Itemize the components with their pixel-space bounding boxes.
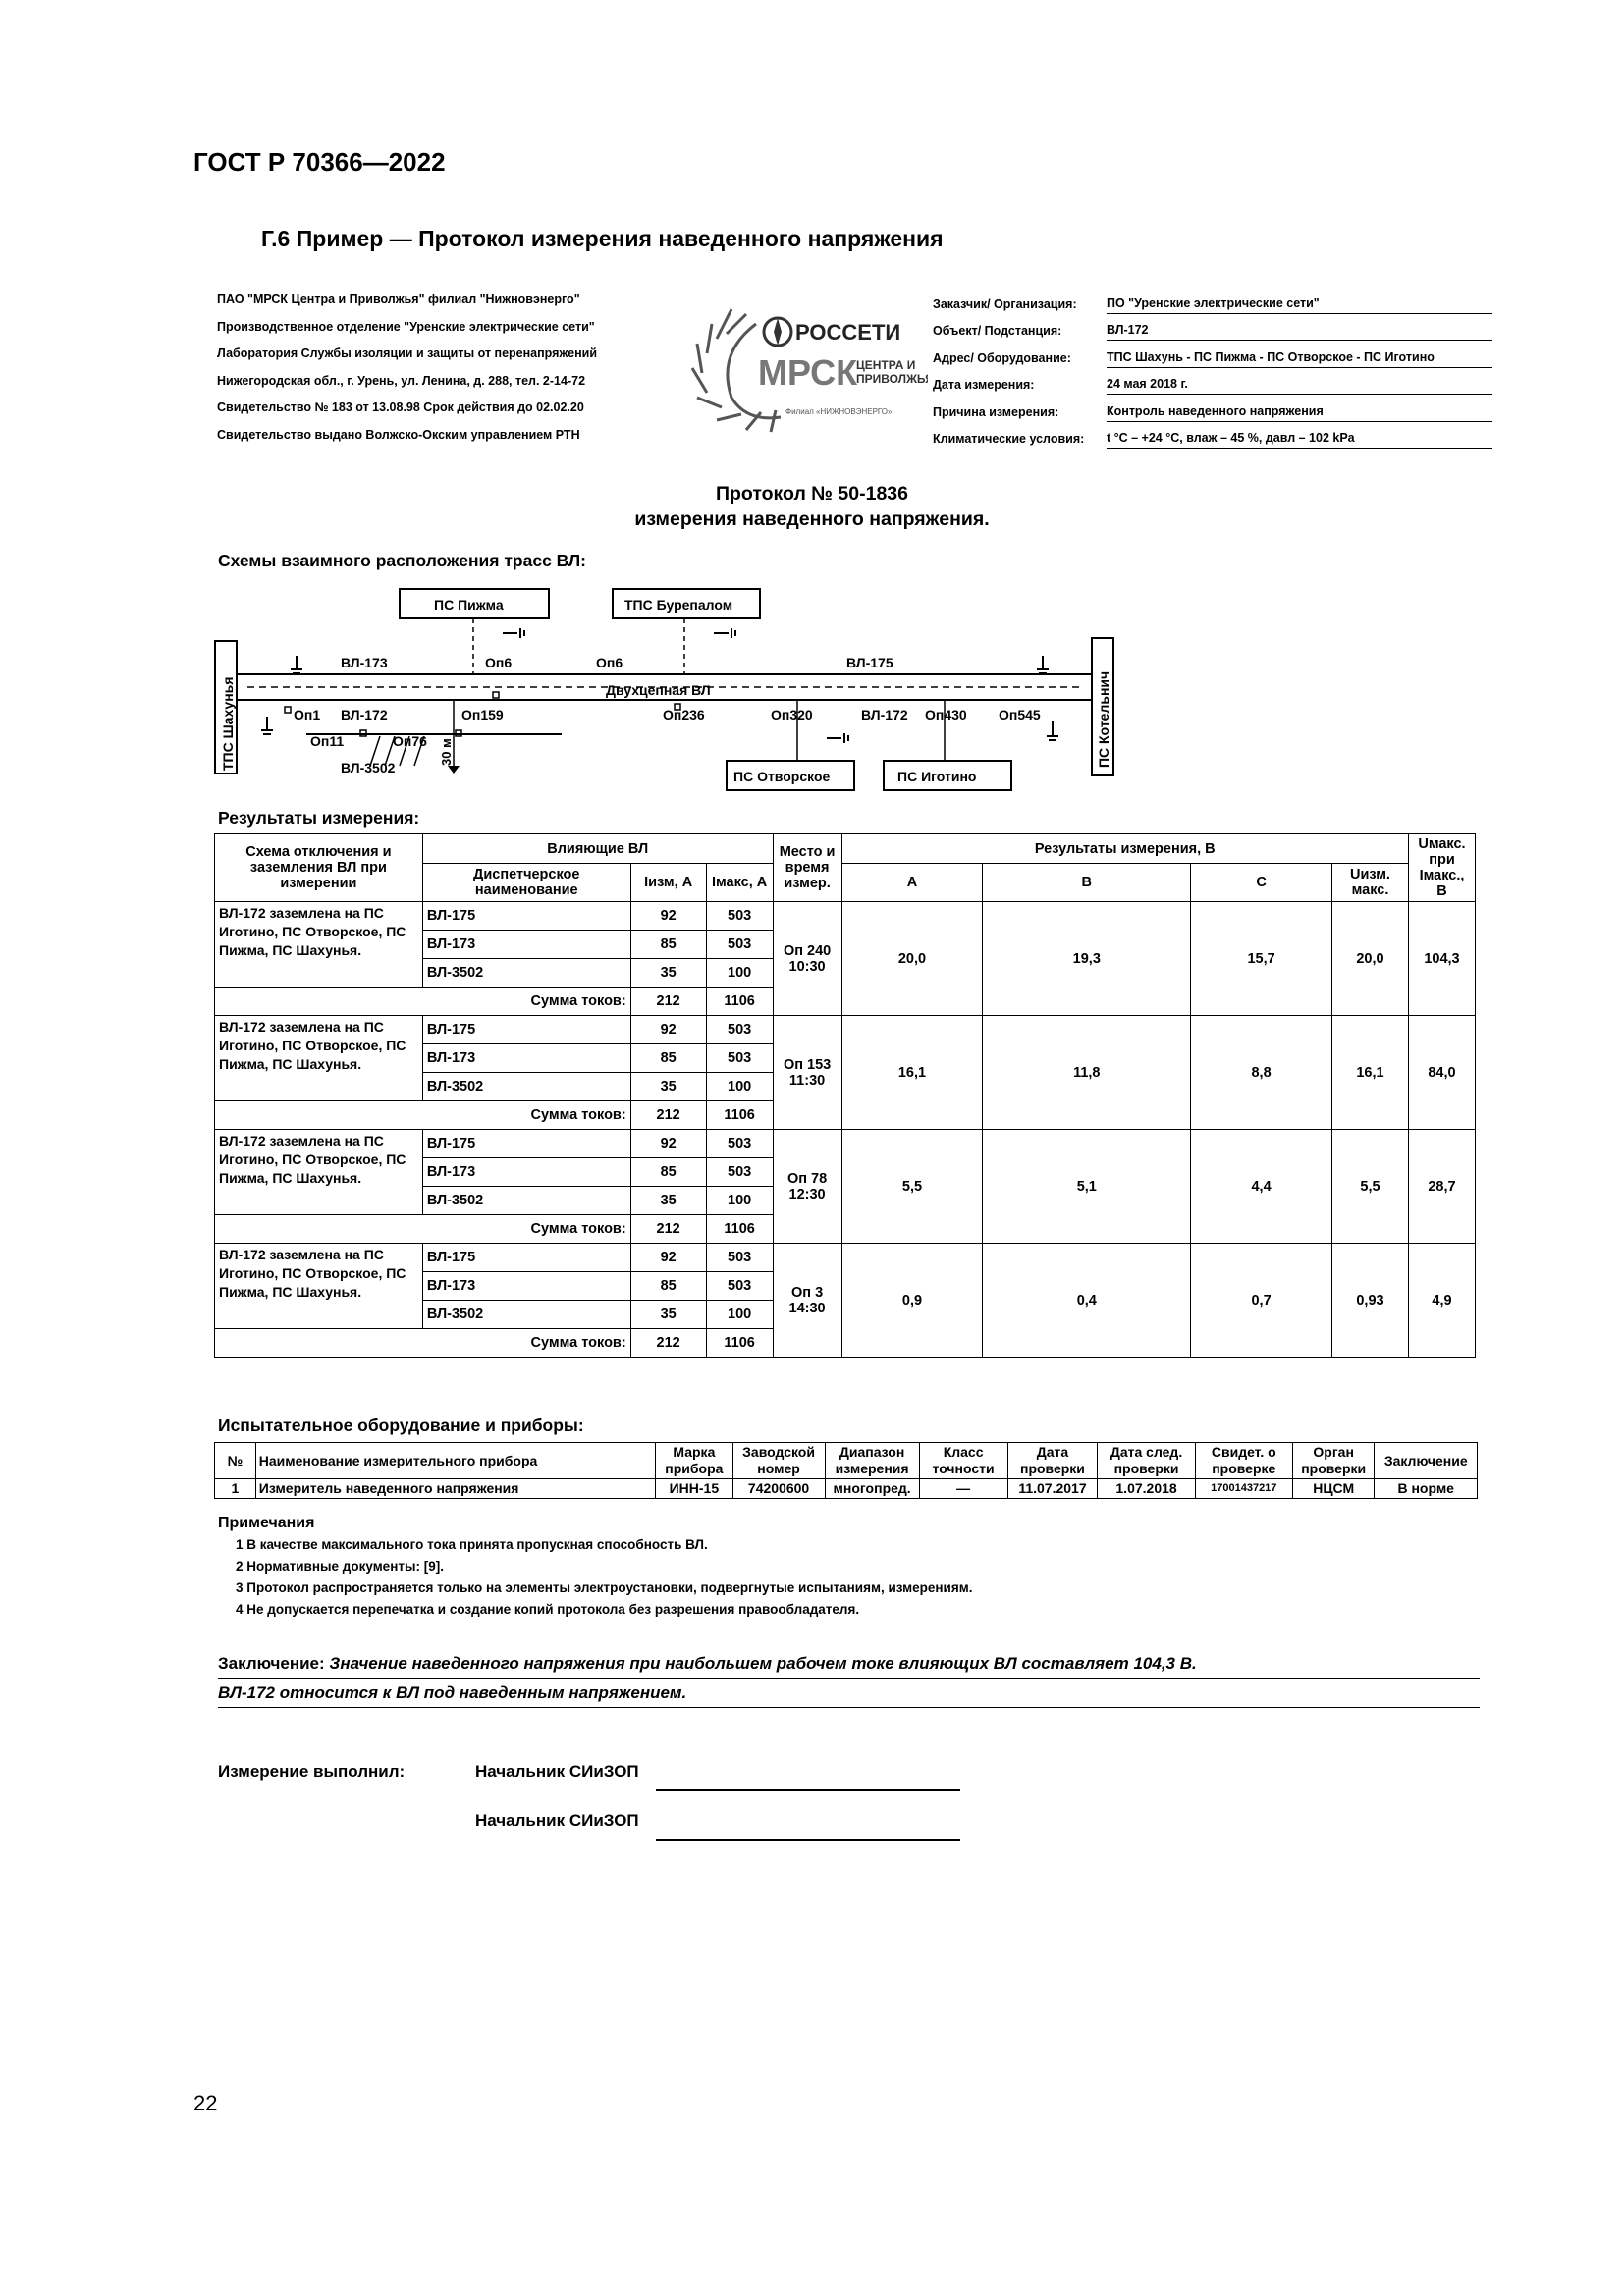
line-scheme-diagram xyxy=(208,579,1141,810)
phase-c-value: 0,7 xyxy=(1191,1244,1332,1358)
sum-imax: 1106 xyxy=(706,1101,773,1130)
header-influence: Влияющие ВЛ xyxy=(422,834,773,864)
i-max: 100 xyxy=(706,1187,773,1215)
sum-label: Сумма токов: xyxy=(215,1215,631,1244)
note-item: 1 В качестве максимального тока принята пропускная способность ВЛ. xyxy=(236,1537,708,1552)
signature-line xyxy=(656,1819,960,1841)
results-heading: Результаты измерения: xyxy=(218,808,420,828)
line-name: ВЛ-173 xyxy=(422,1272,630,1301)
umax-value: 84,0 xyxy=(1408,1016,1475,1130)
sum-label: Сумма токов: xyxy=(215,1101,631,1130)
notes xyxy=(218,1513,972,1621)
support-label: Оп6 xyxy=(596,655,623,670)
phase-b-value: 19,3 xyxy=(983,902,1191,1016)
protocol-title xyxy=(0,481,1624,532)
header-umeas: Uизм. макс. xyxy=(1332,864,1409,902)
header-dispatch: Диспетчерское наименование xyxy=(422,864,630,902)
eq-header: Орган проверки xyxy=(1292,1443,1375,1479)
sum-imax: 1106 xyxy=(706,1329,773,1358)
line-name: ВЛ-173 xyxy=(422,1044,630,1073)
phase-c-value: 8,8 xyxy=(1191,1016,1332,1130)
sum-imeas: 212 xyxy=(630,1101,706,1130)
i-max: 503 xyxy=(706,1244,773,1272)
eq-cell: Измеритель наведенного напряжения xyxy=(255,1479,655,1499)
vl172-label-left: ВЛ-172 xyxy=(341,707,388,722)
table-row xyxy=(215,1130,1476,1158)
umeas-value: 20,0 xyxy=(1332,902,1409,1016)
eq-header: Заключение xyxy=(1375,1443,1478,1479)
info-value: 24 мая 2018 г. xyxy=(1107,377,1492,395)
note-item: 4 Не допускается перепечатка и создание копий протокола без разрешения правообладателя. xyxy=(236,1602,860,1617)
eq-cell: 74200600 xyxy=(732,1479,825,1499)
table-row xyxy=(215,1016,1476,1044)
header-scheme: Схема отключения и заземления ВЛ при измерении xyxy=(215,834,423,902)
sum-imeas: 212 xyxy=(630,988,706,1016)
sum-imeas: 212 xyxy=(630,1215,706,1244)
i-meas: 85 xyxy=(630,931,706,959)
i-max: 503 xyxy=(706,1130,773,1158)
distance-label: 30 м xyxy=(439,738,454,766)
info-label: Адрес/ Оборудование: xyxy=(933,350,1071,365)
support-label: Оп159 xyxy=(461,707,504,722)
place-cell: Оп 3 14:30 xyxy=(773,1244,841,1358)
equipment-header-row xyxy=(215,1443,1478,1479)
eq-header: Класс точности xyxy=(919,1443,1007,1479)
eq-header: Марка прибора xyxy=(656,1443,732,1479)
phase-c-value: 4,4 xyxy=(1191,1130,1332,1244)
info-value: t °С – +24 °С, влаж – 45 %, давл – 102 kPa xyxy=(1107,431,1492,449)
i-meas: 92 xyxy=(630,1016,706,1044)
i-max: 100 xyxy=(706,959,773,988)
line-name: ВЛ-175 xyxy=(422,1016,630,1044)
performed-by-label: Измерение выполнил: xyxy=(218,1762,406,1781)
eq-cell: 17001437217 xyxy=(1195,1479,1292,1499)
eq-cell: НЦСМ xyxy=(1292,1479,1375,1499)
info-value: ПО "Уренские электрические сети" xyxy=(1107,296,1492,314)
measurement-info xyxy=(933,287,1492,449)
page-number: 22 xyxy=(193,2091,218,2115)
eq-cell: В норме xyxy=(1375,1479,1478,1499)
info-row xyxy=(933,395,1492,422)
standard-id: ГОСТ Р 70366—2022 xyxy=(193,147,446,177)
note-item: 3 Протокол распространяется только на элементы электроустановки, подвергнутые испытаниям, измерениям. xyxy=(236,1580,973,1595)
phase-c-value: 15,7 xyxy=(1191,902,1332,1016)
i-max: 503 xyxy=(706,1158,773,1187)
sum-imeas: 212 xyxy=(630,1329,706,1358)
header-imax: Iмакс, А xyxy=(706,864,773,902)
org-line: Лаборатория Службы изоляции и защиты от перенапряжений xyxy=(217,347,598,360)
info-label: Климатические условия: xyxy=(933,432,1085,446)
ps-kotelnich-label: ПС Котельнич xyxy=(1096,670,1111,768)
header-imeas: Iизм, А xyxy=(630,864,706,902)
rosseti-mrsk-logo xyxy=(687,304,928,437)
protocol-number: Протокол № 50-1836 xyxy=(715,483,908,505)
i-meas: 35 xyxy=(630,1301,706,1329)
i-meas: 92 xyxy=(630,902,706,931)
org-line: Производственное отделение "Уренские электрические сети" xyxy=(217,319,595,334)
eq-cell: 1 xyxy=(215,1479,256,1499)
org-line: Свидетельство выдано Волжско-Окским управлением РТН xyxy=(217,427,580,442)
dual-line-label: Двухцепная ВЛ xyxy=(606,682,711,698)
info-label: Причина измерения: xyxy=(933,404,1059,419)
ps-pizhma-label: ПС Пижма xyxy=(434,597,504,613)
info-label: Дата измерения: xyxy=(933,378,1035,392)
ps-igotino-label: ПС Иготино xyxy=(897,769,977,784)
scheme-cell: ВЛ-172 заземлена на ПС Иготино, ПС Отворское, ПС Пижма, ПС Шахунья. xyxy=(215,1130,423,1215)
info-row xyxy=(933,368,1492,396)
ps-otvorskoe-label: ПС Отворское xyxy=(733,769,831,784)
i-meas: 85 xyxy=(630,1272,706,1301)
table-row xyxy=(215,1244,1476,1272)
eq-header: № xyxy=(215,1443,256,1479)
i-max: 503 xyxy=(706,902,773,931)
support-label: Оп236 xyxy=(663,707,705,722)
vl175-label: ВЛ-175 xyxy=(846,655,893,670)
sum-imax: 1106 xyxy=(706,988,773,1016)
scheme-cell: ВЛ-172 заземлена на ПС Иготино, ПС Отворское, ПС Пижма, ПС Шахунья. xyxy=(215,1244,423,1329)
phase-a-value: 0,9 xyxy=(841,1244,983,1358)
org-line: ПАО "МРСК Центра и Приволжья" филиал "Нижновэнерго" xyxy=(217,293,580,306)
eq-header: Наименование измерительного прибора xyxy=(255,1443,655,1479)
support-label: Оп6 xyxy=(485,655,513,670)
signature-role: Начальник СИиЗОП xyxy=(475,1762,639,1781)
logo-centra: ЦЕНТРА И xyxy=(856,358,916,372)
header-umax: Uмакс. при Iмакс., В xyxy=(1408,834,1475,902)
umax-value: 4,9 xyxy=(1408,1244,1475,1358)
logo-privolzhya: ПРИВОЛЖЬЯ xyxy=(856,372,928,386)
info-row xyxy=(933,287,1492,314)
i-meas: 35 xyxy=(630,1187,706,1215)
sum-imax: 1106 xyxy=(706,1215,773,1244)
i-meas: 85 xyxy=(630,1158,706,1187)
support-label: Оп76 xyxy=(393,733,427,749)
info-value: ВЛ-172 xyxy=(1107,323,1492,341)
info-label: Объект/ Подстанция: xyxy=(933,324,1062,338)
i-meas: 35 xyxy=(630,1073,706,1101)
line-name: ВЛ-173 xyxy=(422,931,630,959)
notes-title: Примечания xyxy=(218,1515,315,1531)
logo-rosseti: РОССЕТИ xyxy=(795,320,901,345)
line-name: ВЛ-3502 xyxy=(422,1187,630,1215)
protocol-subtitle: измерения наведенного напряжения. xyxy=(634,508,990,530)
i-max: 100 xyxy=(706,1301,773,1329)
sum-label: Сумма токов: xyxy=(215,988,631,1016)
place-cell: Оп 153 11:30 xyxy=(773,1016,841,1130)
results-table xyxy=(214,833,1476,1358)
header-place: Место и время измер. xyxy=(773,834,841,902)
umax-value: 28,7 xyxy=(1408,1130,1475,1244)
eq-cell: 11.07.2017 xyxy=(1007,1479,1098,1499)
line-name: ВЛ-3502 xyxy=(422,959,630,988)
i-max: 100 xyxy=(706,1073,773,1101)
vl173-label: ВЛ-173 xyxy=(341,655,388,670)
section-title: Г.6 Пример — Протокол измерения наведенного напряжения xyxy=(261,226,944,251)
support-label: Оп11 xyxy=(310,733,345,749)
conclusion-text: ВЛ-172 относится к ВЛ под наведенным напряжением. xyxy=(218,1683,687,1702)
i-max: 503 xyxy=(706,1272,773,1301)
logo-mrsk: МРСК xyxy=(758,352,858,393)
scheme-cell: ВЛ-172 заземлена на ПС Иготино, ПС Отворское, ПС Пижма, ПС Шахунья. xyxy=(215,902,423,988)
conclusion-text: Значение наведенного напряжения при наибольшем рабочем токе влияющих ВЛ составляет 104,3 В. xyxy=(329,1654,1197,1673)
support-label: Оп1 xyxy=(294,707,321,722)
signature-role: Начальник СИиЗОП xyxy=(475,1811,639,1830)
equipment-table xyxy=(214,1442,1478,1499)
header-phase-c: C xyxy=(1191,864,1332,902)
phase-b-value: 11,8 xyxy=(983,1016,1191,1130)
i-meas: 35 xyxy=(630,959,706,988)
line-name: ВЛ-173 xyxy=(422,1158,630,1187)
info-row xyxy=(933,422,1492,450)
phase-a-value: 20,0 xyxy=(841,902,983,1016)
phase-a-value: 5,5 xyxy=(841,1130,983,1244)
conclusion-label: Заключение: xyxy=(218,1654,325,1673)
info-value: Контроль наведенного напряжения xyxy=(1107,404,1492,422)
umeas-value: 16,1 xyxy=(1332,1016,1409,1130)
org-line: Нижегородская обл., г. Урень, ул. Ленина, д. 288, тел. 2-14-72 xyxy=(217,373,586,388)
phase-a-value: 16,1 xyxy=(841,1016,983,1130)
info-label: Заказчик/ Организация: xyxy=(933,296,1077,311)
organization-info xyxy=(217,287,669,449)
eq-header: Свидет. о проверке xyxy=(1195,1443,1292,1479)
scheme-heading: Схемы взаимного расположения трасс ВЛ: xyxy=(218,551,586,570)
vl172-label-right: ВЛ-172 xyxy=(861,707,908,722)
line-name: ВЛ-175 xyxy=(422,902,630,931)
support-label: Оп545 xyxy=(999,707,1041,722)
place-cell: Оп 240 10:30 xyxy=(773,902,841,1016)
support-label: Оп430 xyxy=(925,707,967,722)
header-phase-a: A xyxy=(841,864,983,902)
org-line: Свидетельство № 183 от 13.08.98 Срок действия до 02.02.20 xyxy=(217,400,584,414)
eq-header: Заводской номер xyxy=(732,1443,825,1479)
eq-cell: ИНН-15 xyxy=(656,1479,732,1499)
i-max: 503 xyxy=(706,1016,773,1044)
vl3502-label: ВЛ-3502 xyxy=(341,760,396,775)
eq-cell: — xyxy=(919,1479,1007,1499)
line-name: ВЛ-175 xyxy=(422,1244,630,1272)
tps-shakhunya-label: ТПС Шахунья xyxy=(220,676,236,771)
line-name: ВЛ-3502 xyxy=(422,1073,630,1101)
i-max: 503 xyxy=(706,1044,773,1073)
i-meas: 92 xyxy=(630,1130,706,1158)
conclusion xyxy=(218,1649,1480,1708)
eq-header: Диапазон измерения xyxy=(825,1443,919,1479)
equipment-row xyxy=(215,1479,1478,1499)
eq-cell: 1.07.2018 xyxy=(1098,1479,1195,1499)
umeas-value: 5,5 xyxy=(1332,1130,1409,1244)
phase-b-value: 5,1 xyxy=(983,1130,1191,1244)
header-results: Результаты измерения, В xyxy=(841,834,1408,864)
place-cell: Оп 78 12:30 xyxy=(773,1130,841,1244)
info-row xyxy=(933,314,1492,342)
sum-label: Сумма токов: xyxy=(215,1329,631,1358)
umeas-value: 0,93 xyxy=(1332,1244,1409,1358)
support-label: Оп320 xyxy=(771,707,813,722)
logo-branch: Филиал «НИЖНОВЭНЕРГО» xyxy=(785,407,893,416)
scheme-cell: ВЛ-172 заземлена на ПС Иготино, ПС Отворское, ПС Пижма, ПС Шахунья. xyxy=(215,1016,423,1101)
note-item: 2 Нормативные документы: [9]. xyxy=(236,1559,444,1574)
info-value: ТПС Шахунь - ПС Пижма - ПС Отворское - ПС Иготино xyxy=(1107,350,1492,368)
i-meas: 85 xyxy=(630,1044,706,1073)
umax-value: 104,3 xyxy=(1408,902,1475,1016)
eq-cell: многопред. xyxy=(825,1479,919,1499)
i-meas: 92 xyxy=(630,1244,706,1272)
line-name: ВЛ-175 xyxy=(422,1130,630,1158)
header-phase-b: B xyxy=(983,864,1191,902)
i-max: 503 xyxy=(706,931,773,959)
signature-line xyxy=(656,1770,960,1791)
line-name: ВЛ-3502 xyxy=(422,1301,630,1329)
eq-header: Дата проверки xyxy=(1007,1443,1098,1479)
equipment-heading: Испытательное оборудование и приборы: xyxy=(218,1415,584,1435)
table-row xyxy=(215,902,1476,931)
tps-burepolom-label: ТПС Бурепалом xyxy=(624,597,733,613)
eq-header: Дата след. проверки xyxy=(1098,1443,1195,1479)
info-row xyxy=(933,341,1492,368)
phase-b-value: 0,4 xyxy=(983,1244,1191,1358)
